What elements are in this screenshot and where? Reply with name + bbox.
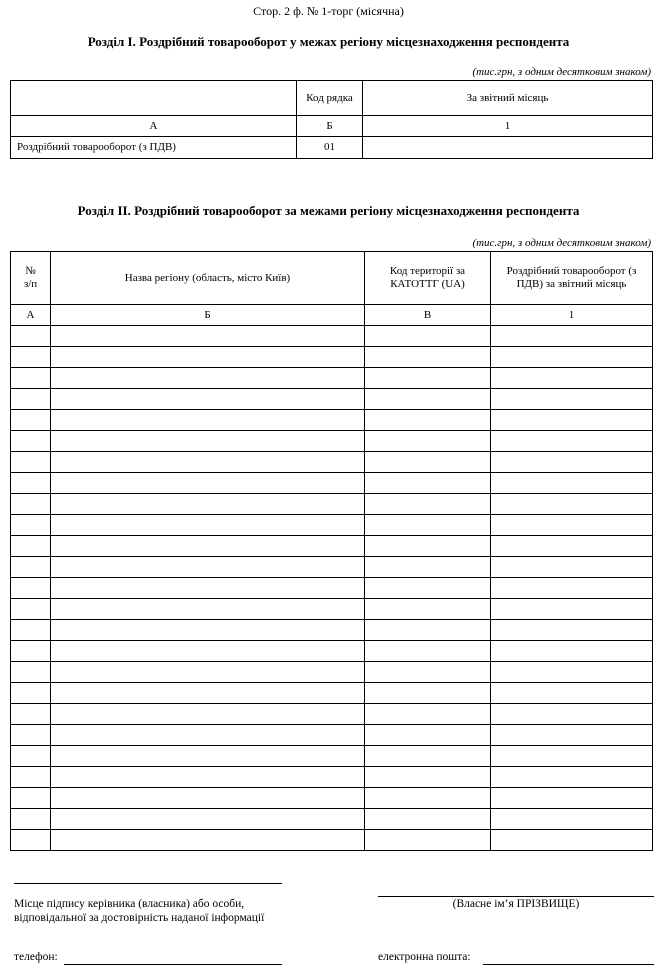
section2-region-cell[interactable] <box>51 578 365 599</box>
section2-unit-note: (тис.грн, з одним десятковим знаком) <box>472 237 651 249</box>
section2-turnover-cell[interactable] <box>491 662 653 683</box>
section1-letter-row <box>11 116 653 137</box>
name-caption: (Власне ім’я ПРІЗВИЩЕ) <box>452 898 580 910</box>
section2-region-cell[interactable] <box>51 557 365 578</box>
section2-region-cell[interactable] <box>51 452 365 473</box>
section2-region-cell[interactable] <box>51 515 365 536</box>
section2-region-cell[interactable] <box>51 767 365 788</box>
section2-header-row <box>11 252 653 305</box>
signature-line <box>14 883 282 884</box>
section2-turnover-cell[interactable] <box>491 599 653 620</box>
section2-blank-row <box>11 830 653 851</box>
section2-region-cell[interactable] <box>51 641 365 662</box>
section2-number-cell[interactable] <box>11 788 51 809</box>
section2-number-cell[interactable] <box>11 767 51 788</box>
section1-letter-1: 1 <box>363 116 653 137</box>
section2-region-cell[interactable] <box>51 725 365 746</box>
section1-header-label <box>11 81 297 116</box>
section2-blank-row <box>11 326 653 347</box>
section2-region-cell[interactable] <box>51 830 365 851</box>
section2-turnover-cell[interactable] <box>491 431 653 452</box>
section2-blank-row <box>11 515 653 536</box>
section2-katottg-cell[interactable] <box>365 683 491 704</box>
section2-number-cell[interactable] <box>11 515 51 536</box>
email-label: електронна пошта: <box>378 951 471 963</box>
section2-number-cell[interactable] <box>11 599 51 620</box>
section2-katottg-cell[interactable] <box>365 662 491 683</box>
section2-blank-row <box>11 578 653 599</box>
section1-title: Розділ I. Роздрібний товарооборот у межах регіону місцезнаходження респондента <box>87 34 570 49</box>
section2-number-cell[interactable] <box>11 347 51 368</box>
section2-header-turnover: Роздрібний товарооборот (з ПДВ) за звітний місяць <box>491 252 653 305</box>
section2-katottg-cell[interactable] <box>365 746 491 767</box>
section2-blank-row <box>11 368 653 389</box>
section2-turnover-cell[interactable] <box>491 368 653 389</box>
section2-region-cell[interactable] <box>51 704 365 725</box>
section2-blank-row <box>11 641 653 662</box>
section2-katottg-cell[interactable] <box>365 725 491 746</box>
section2-number-cell[interactable] <box>11 368 51 389</box>
section2-blank-row <box>11 746 653 767</box>
section2-turnover-cell[interactable] <box>491 788 653 809</box>
section2-turnover-cell[interactable] <box>491 494 653 515</box>
section2-katottg-cell[interactable] <box>365 830 491 851</box>
section2-number-cell[interactable] <box>11 452 51 473</box>
section2-region-cell[interactable] <box>51 599 365 620</box>
section1-row-label: Роздрібний товарооборот (з ПДВ) <box>11 137 297 159</box>
section1-row-code: 01 <box>297 137 363 159</box>
section2-blank-row <box>11 473 653 494</box>
section2-turnover-cell[interactable] <box>491 704 653 725</box>
section1-row-value[interactable] <box>363 137 653 159</box>
section2-katottg-cell[interactable] <box>365 788 491 809</box>
section2-turnover-cell[interactable] <box>491 389 653 410</box>
section2-region-cell[interactable] <box>51 662 365 683</box>
phone-field[interactable] <box>64 964 282 965</box>
section2-turnover-cell[interactable] <box>491 557 653 578</box>
section1-header-row <box>11 81 653 116</box>
section1-table <box>10 80 653 159</box>
section2-header-number: № з/п <box>11 252 51 305</box>
section2-turnover-cell[interactable] <box>491 725 653 746</box>
section2-katottg-cell[interactable] <box>365 599 491 620</box>
section2-number-cell[interactable] <box>11 830 51 851</box>
section2-katottg-cell[interactable] <box>365 578 491 599</box>
section2-number-cell[interactable] <box>11 809 51 830</box>
section2-katottg-cell[interactable] <box>365 620 491 641</box>
section2-header-region: Назва регіону (область, місто Київ) <box>51 252 365 305</box>
section2-turnover-cell[interactable] <box>491 536 653 557</box>
section2-turnover-cell[interactable] <box>491 767 653 788</box>
section2-katottg-cell[interactable] <box>365 389 491 410</box>
section2-blank-row <box>11 704 653 725</box>
section2-blank-row <box>11 452 653 473</box>
signature-caption-2: відповідальної за достовірність наданої інформації <box>14 912 265 924</box>
section2-number-cell[interactable] <box>11 725 51 746</box>
signature-caption-1: Місце підпису керівника (власника) або особи, <box>14 898 245 910</box>
section2-number-cell[interactable] <box>11 704 51 725</box>
section2-turnover-cell[interactable] <box>491 347 653 368</box>
section2-katottg-cell[interactable] <box>365 410 491 431</box>
section2-blank-row <box>11 494 653 515</box>
section2-blank-row <box>11 809 653 830</box>
section2-katottg-cell[interactable] <box>365 809 491 830</box>
section2-number-cell[interactable] <box>11 620 51 641</box>
section2-blank-row <box>11 536 653 557</box>
section2-turnover-cell[interactable] <box>491 410 653 431</box>
section2-number-cell[interactable] <box>11 578 51 599</box>
section2-region-cell[interactable] <box>51 431 365 452</box>
section2-katottg-cell[interactable] <box>365 473 491 494</box>
section2-blank-row <box>11 557 653 578</box>
section2-blank-row <box>11 389 653 410</box>
section2-turnover-cell[interactable] <box>491 578 653 599</box>
section2-letter-v: В <box>365 305 491 326</box>
section1-header-code: Код рядка <box>297 81 363 116</box>
email-field[interactable] <box>483 964 654 965</box>
section2-turnover-cell[interactable] <box>491 809 653 830</box>
section2-letter-b: Б <box>51 305 365 326</box>
section2-number-cell[interactable] <box>11 641 51 662</box>
phone-label: телефон: <box>14 951 58 963</box>
section2-number-cell[interactable] <box>11 494 51 515</box>
section1-letter-b: Б <box>297 116 363 137</box>
section2-number-cell[interactable] <box>11 389 51 410</box>
section2-katottg-cell[interactable] <box>365 494 491 515</box>
section2-turnover-cell[interactable] <box>491 641 653 662</box>
section1-header-month: За звітний місяць <box>363 81 653 116</box>
section2-turnover-cell[interactable] <box>491 515 653 536</box>
section2-region-cell[interactable] <box>51 473 365 494</box>
section2-number-cell[interactable] <box>11 536 51 557</box>
section2-region-cell[interactable] <box>51 347 365 368</box>
section2-blank-row <box>11 767 653 788</box>
section2-blank-row <box>11 599 653 620</box>
section2-blank-row <box>11 662 653 683</box>
page-header: Стор. 2 ф. № 1-торг (місячна) <box>253 4 404 18</box>
section2-katottg-cell[interactable] <box>365 767 491 788</box>
section2-katottg-cell[interactable] <box>365 557 491 578</box>
section1-letter-a: А <box>11 116 297 137</box>
section2-body <box>11 326 653 851</box>
section2-letter-1: 1 <box>491 305 653 326</box>
section2-header-katottg: Код території за КАТОТТГ (UA) <box>365 252 491 305</box>
section2-region-cell[interactable] <box>51 683 365 704</box>
section2-turnover-cell[interactable] <box>491 473 653 494</box>
section2-katottg-cell[interactable] <box>365 704 491 725</box>
section2-table <box>10 251 653 851</box>
section2-region-cell[interactable] <box>51 809 365 830</box>
name-line <box>378 896 654 897</box>
section2-region-cell[interactable] <box>51 788 365 809</box>
section2-letter-a: А <box>11 305 51 326</box>
section2-turnover-cell[interactable] <box>491 746 653 767</box>
section2-region-cell[interactable] <box>51 368 365 389</box>
section2-katottg-cell[interactable] <box>365 326 491 347</box>
section2-letter-row <box>11 305 653 326</box>
section2-katottg-cell[interactable] <box>365 431 491 452</box>
section2-katottg-cell[interactable] <box>365 515 491 536</box>
section2-number-cell[interactable] <box>11 473 51 494</box>
section2-turnover-cell[interactable] <box>491 620 653 641</box>
section2-number-cell[interactable] <box>11 746 51 767</box>
section2-katottg-cell[interactable] <box>365 452 491 473</box>
section2-number-cell[interactable] <box>11 557 51 578</box>
section2-region-cell[interactable] <box>51 536 365 557</box>
section2-number-cell[interactable] <box>11 683 51 704</box>
section2-region-cell[interactable] <box>51 326 365 347</box>
section2-katottg-cell[interactable] <box>365 368 491 389</box>
section2-turnover-cell[interactable] <box>491 683 653 704</box>
section2-blank-row <box>11 725 653 746</box>
section2-blank-row <box>11 683 653 704</box>
section2-title: Розділ II. Роздрібний товарооборот за межами регіону місцезнаходження респондента <box>77 203 580 218</box>
section2-region-cell[interactable] <box>51 389 365 410</box>
section1-unit-note: (тис.грн, з одним десятковим знаком) <box>472 66 651 78</box>
section2-katottg-cell[interactable] <box>365 536 491 557</box>
section2-turnover-cell[interactable] <box>491 830 653 851</box>
section2-region-cell[interactable] <box>51 494 365 515</box>
section2-blank-row <box>11 410 653 431</box>
section2-number-cell[interactable] <box>11 410 51 431</box>
section2-number-cell[interactable] <box>11 662 51 683</box>
section2-katottg-cell[interactable] <box>365 347 491 368</box>
section2-blank-row <box>11 431 653 452</box>
section2-blank-row <box>11 347 653 368</box>
section2-number-cell[interactable] <box>11 431 51 452</box>
section1-row-01 <box>11 137 653 159</box>
section2-region-cell[interactable] <box>51 620 365 641</box>
section2-region-cell[interactable] <box>51 746 365 767</box>
section2-number-cell[interactable] <box>11 326 51 347</box>
section2-turnover-cell[interactable] <box>491 452 653 473</box>
section2-katottg-cell[interactable] <box>365 641 491 662</box>
section2-region-cell[interactable] <box>51 410 365 431</box>
section2-blank-row <box>11 788 653 809</box>
section2-blank-row <box>11 620 653 641</box>
section2-turnover-cell[interactable] <box>491 326 653 347</box>
